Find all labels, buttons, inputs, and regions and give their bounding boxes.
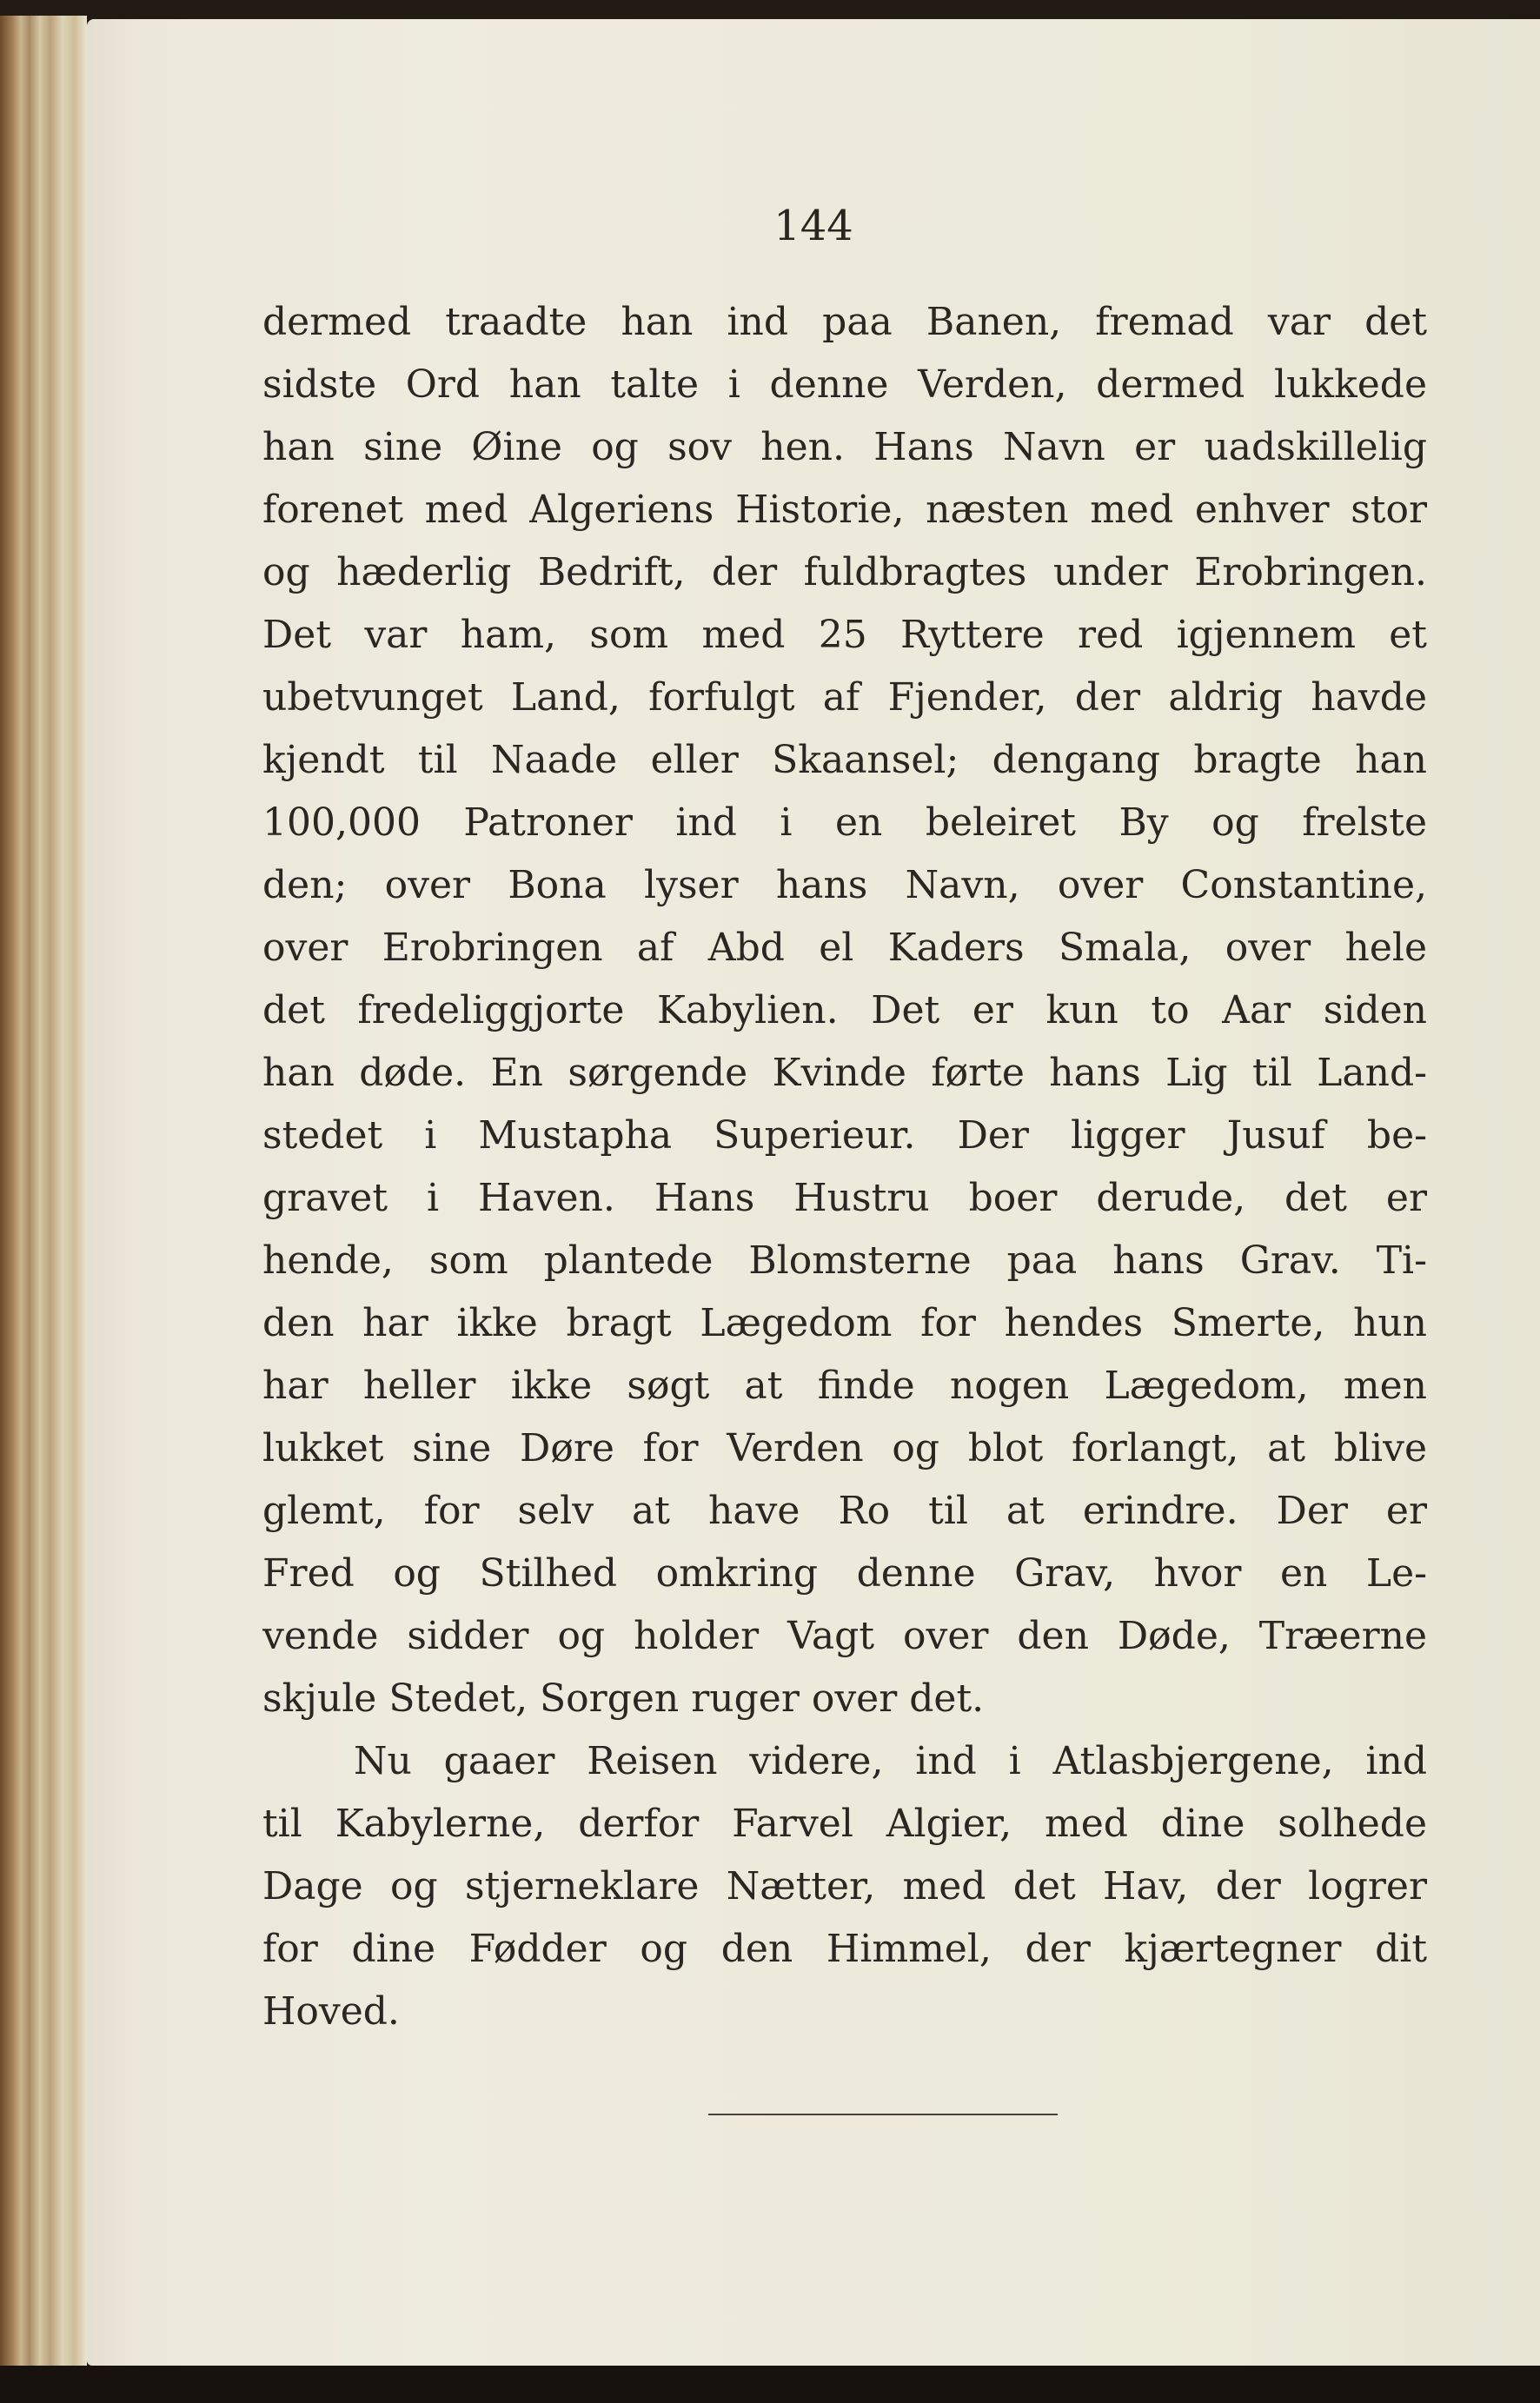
text-line: Nu gaaer Reisen videre, ind i Atlasbjergene, ind [354, 1739, 1427, 1783]
text-line: 100,000 Patroner ind i en beleiret By og frelste [262, 800, 1427, 845]
text-line: forenet med Algeriens Historie, næsten med enhver stor [262, 488, 1427, 532]
text-line: kjendt til Naade eller Skaansel; dengang bragte han [262, 738, 1427, 782]
text-line: for dine Fødder og den Himmel, der kjærtegner dit [262, 1927, 1427, 1971]
text-line: Dage og stjerneklare Nætter, med det Hav, der logrer [262, 1864, 1427, 1908]
text-line: gravet i Haven. Hans Hustru boer derude, det er [262, 1176, 1427, 1220]
text-line: over Erobringen af Abd el Kaders Smala, over hele [262, 926, 1427, 970]
text-line: Fred og Stilhed omkring denne Grav, hvor en Le- [262, 1551, 1427, 1596]
text-line: hende, som plantede Blomsterne paa hans Grav. Ti- [262, 1238, 1427, 1283]
text-line: glemt, for selv at have Ro til at erindre. Der er [262, 1489, 1427, 1533]
text-line: han døde. En sørgende Kvinde førte hans Lig til Land- [262, 1051, 1427, 1095]
body-text [262, 291, 1427, 2043]
page-number: 144 [773, 202, 853, 250]
text-line: Hoved. [262, 1989, 400, 2034]
scan-background [0, 2366, 1540, 2403]
text-line: skjule Stedet, Sorgen ruger over det. [262, 1676, 985, 1721]
text-line: den har ikke bragt Lægedom for hendes Smerte, hun [262, 1301, 1427, 1345]
text-line: og hæderlig Bedrift, der fuldbragtes under Erobringen. [262, 550, 1427, 594]
text-line: det fredeliggjorte Kabylien. Det er kun to Aar siden [262, 988, 1427, 1032]
text-line: stedet i Mustapha Superieur. Der ligger Jusuf be- [262, 1113, 1427, 1158]
page-edges [0, 16, 87, 2366]
section-divider [708, 2114, 1058, 2115]
text-line: sidste Ord han talte i denne Verden, dermed lukkede [262, 362, 1427, 407]
text-line: ubetvunget Land, forfulgt af Fjender, der aldrig havde [262, 675, 1427, 720]
text-line: vende sidder og holder Vagt over den Døde, Træerne [262, 1614, 1427, 1658]
text-line: den; over Bona lyser hans Navn, over Constantine, [262, 863, 1427, 907]
text-line: til Kabylerne, derfor Farvel Algier, med dine solhede [262, 1802, 1427, 1846]
text-line: har heller ikke søgt at finde nogen Lægedom, men [262, 1364, 1427, 1408]
text-line: han sine Øine og sov hen. Hans Navn er uadskillelig [262, 425, 1427, 469]
text-line: dermed traadte han ind paa Banen, fremad var det [262, 300, 1427, 344]
text-line: lukket sine Døre for Verden og blot forlangt, at blive [262, 1426, 1427, 1470]
text-line: Det var ham, som med 25 Ryttere red igjennem et [262, 613, 1427, 657]
